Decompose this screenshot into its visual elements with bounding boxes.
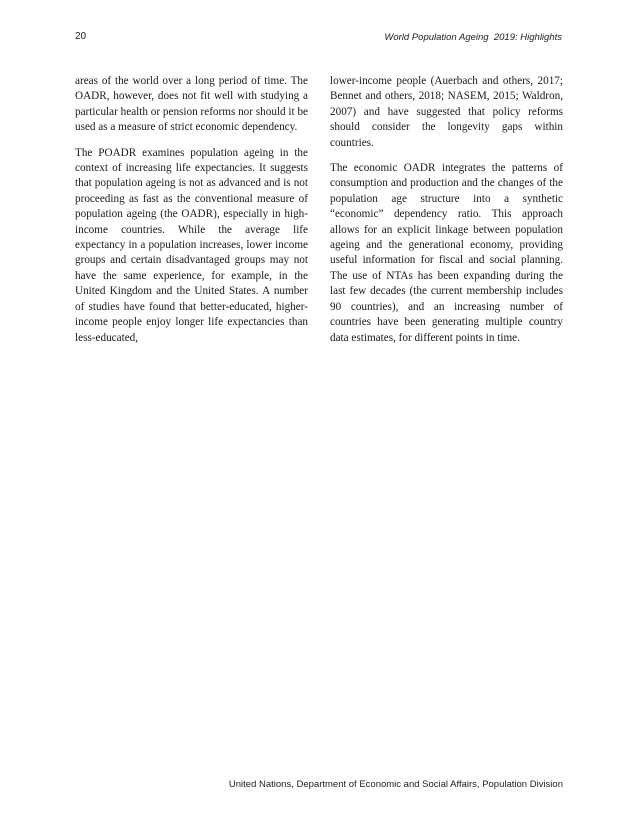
left-text-column bbox=[75, 74, 308, 356]
paragraph: lower-income people (Auerbach and others, 2017; Bennet and others, 2018; NASEM, 2015; Waldron, 2007) and have suggested that policy reforms should consider the longevity gaps within countries. bbox=[330, 75, 563, 149]
page-footer: United Nations, Department of Economic and Social Affairs, Population Division bbox=[228, 779, 563, 790]
paragraph: The POADR examines population ageing in the context of increasing life expectancies. It suggests that population ageing is not as advanced and is not proceeding as fast as the conventional measure of population ageing (the OADR), especially in high-income countries. While the average life expectancy in a population increases, lower income groups and certain disadvantaged groups may not have the same experience, for example, in the United Kingdom and the United States. A number of studies have found that better-educated, higher-income people enjoy longer life expectancies than less-educated, bbox=[75, 146, 308, 344]
page-number: 20 bbox=[75, 31, 87, 42]
paragraph: areas of the world over a long period of time. The OADR, however, does not fit well with studying a particular health or pension reforms nor should it be used as a measure of strict economic dependency. bbox=[75, 75, 309, 134]
paragraph: The economic OADR integrates the patterns of consumption and production and the changes of the population age structure into a synthetic “economic” dependency ratio. This approach allows for an explicit linkage between population ageing and the generational economy, providing useful information for fiscal and social planning. The use of NTAs has been expanding during the last few decades (the current membership includes 90 countries), and an increasing number of countries have been generating multiple country data estimates, for different points in time. bbox=[330, 162, 563, 344]
running-header-title: World Population Ageing 2019: Highlights bbox=[384, 32, 562, 43]
right-text-column bbox=[330, 74, 563, 356]
